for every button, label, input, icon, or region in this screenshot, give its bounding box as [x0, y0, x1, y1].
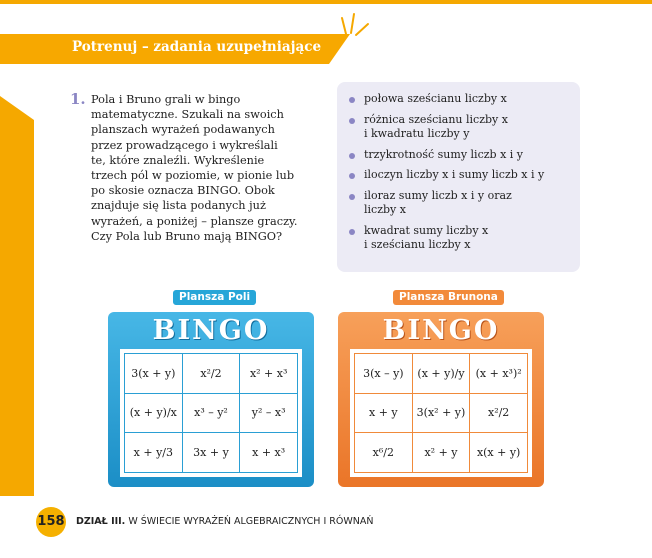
footer-section-label: DZIAŁ III. [76, 516, 126, 527]
table-row [355, 354, 528, 394]
bingo-cell: 3x + y [182, 433, 240, 473]
bullet-icon [349, 153, 355, 159]
bingo-cell: x + x³ [240, 433, 298, 473]
bingo-cell: x + y/3 [125, 433, 183, 473]
bingo-cell: x²/2 [470, 393, 528, 433]
bingo-grid [350, 349, 532, 477]
bingo-board-brunon [338, 312, 544, 487]
bingo-cell: 3(x + y) [125, 354, 183, 394]
side-band [0, 96, 34, 496]
board-label-brunon: Plansza Brunona [393, 290, 504, 305]
bullet-icon [349, 173, 355, 179]
bingo-cell: (x + x³)² [470, 354, 528, 394]
task-text: Pola i Bruno grali w bingo matematyczne. Szukali na swoich planszach wyrażeń podawanych przez prowadzącego i wykreślali te, które znaleźli. Wykreślenie trzech pól w poziomie, w pionie lub po skosie oznacza BINGO. Obok znajduje się lista podanych już wyrażeń, a poniżej – plansze graczy. Czy Pola lub Bruno mają BINGO? [91, 93, 298, 243]
bingo-board-pola [108, 312, 314, 487]
bingo-cell: x² + y [412, 433, 470, 473]
footer-section-title: W ŚWIECIE WYRAŻEŃ ALGEBRAICZNYCH I RÓWNAŃ [128, 516, 374, 527]
list-item: trzykrotność sumy liczb x i y [348, 148, 576, 163]
table-row [125, 354, 298, 394]
bullet-icon [349, 194, 355, 200]
bingo-cell: x² + x³ [240, 354, 298, 394]
expression-list [348, 92, 576, 259]
page-number: 158 [37, 514, 65, 529]
sparkle-icon [336, 8, 372, 38]
bingo-cell: x + y [355, 393, 413, 433]
table-row [125, 393, 298, 433]
bingo-cell: x²/2 [182, 354, 240, 394]
task-number: 1. [70, 90, 86, 108]
bingo-cell: y² – x³ [240, 393, 298, 433]
bullet-icon [349, 97, 355, 103]
bingo-cell: x³ – y² [182, 393, 240, 433]
bullet-icon [349, 118, 355, 124]
top-rule [0, 0, 652, 4]
table-row [355, 433, 528, 473]
list-item: iloraz sumy liczb x i y oraz liczby x [348, 189, 576, 218]
bingo-title: BINGO [152, 315, 270, 346]
list-item: połowa sześcianu liczby x [348, 92, 576, 107]
bingo-title: BINGO [382, 315, 500, 346]
bingo-cell: 3(x² + y) [412, 393, 470, 433]
list-item: kwadrat sumy liczby x i sześcianu liczby x [348, 224, 576, 253]
bingo-cell: 3(x – y) [355, 354, 413, 394]
board-label-pola: Plansza Poli [173, 290, 256, 305]
bingo-grid [120, 349, 302, 477]
list-item: różnica sześcianu liczby x i kwadratu liczby y [348, 113, 576, 142]
bingo-cell: x⁶/2 [355, 433, 413, 473]
list-item: iloczyn liczby x i sumy liczb x i y [348, 168, 576, 183]
table-row [125, 433, 298, 473]
bullet-icon [349, 229, 355, 235]
bingo-cell: (x + y)/y [412, 354, 470, 394]
bingo-cell: x(x + y) [470, 433, 528, 473]
bingo-cell: (x + y)/x [125, 393, 183, 433]
table-row [355, 393, 528, 433]
section-title: Potrenuj – zadania uzupełniające [72, 39, 322, 55]
footer-section [76, 516, 373, 527]
